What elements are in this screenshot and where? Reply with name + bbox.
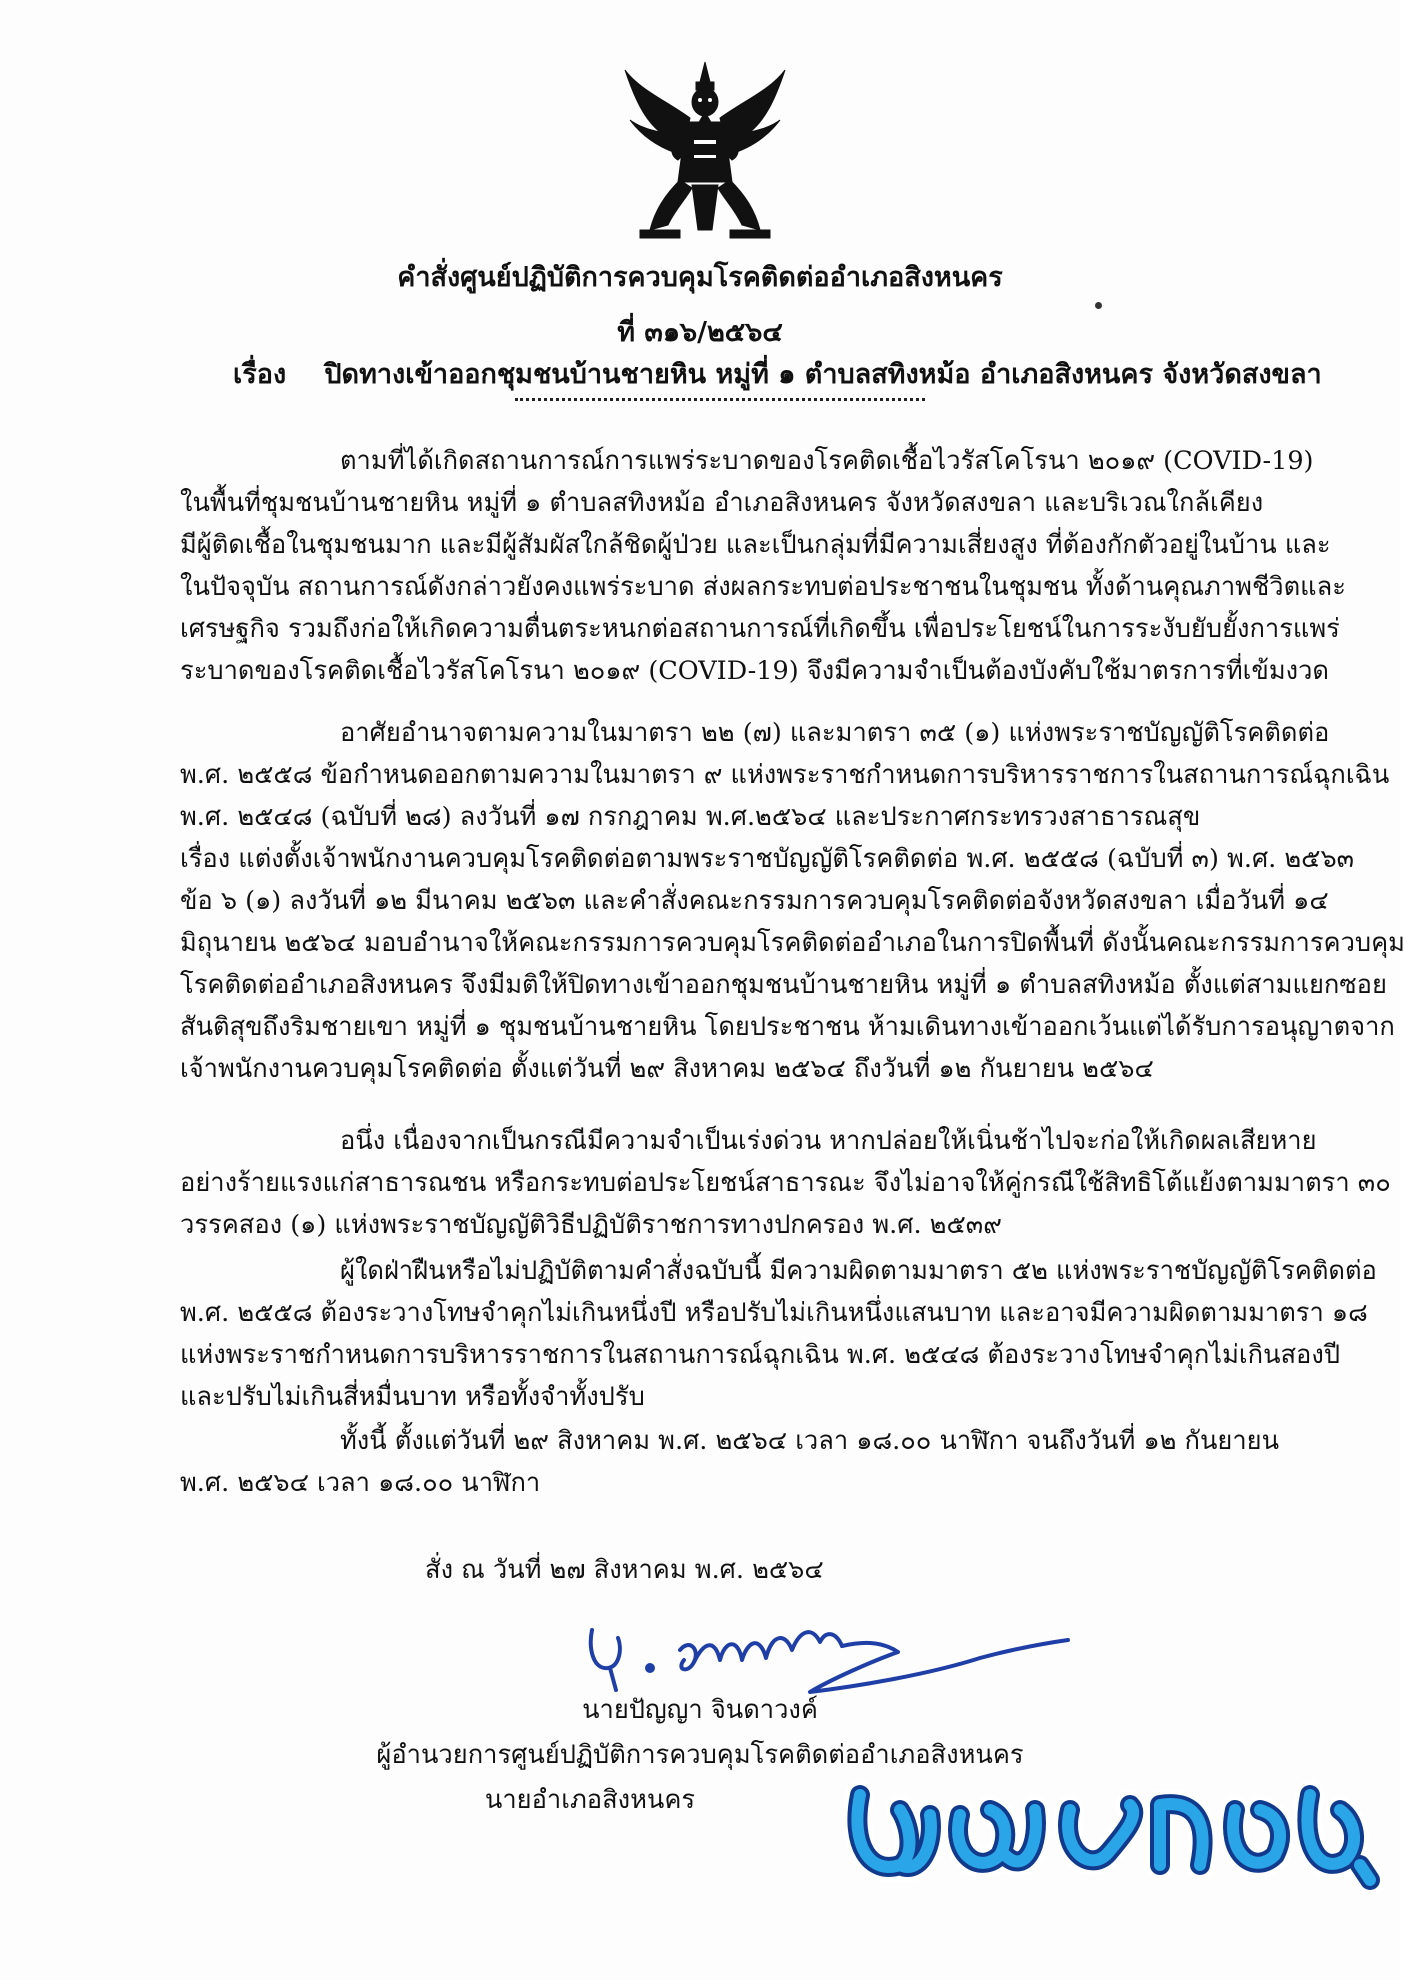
subject-text: ปิดทางเข้าออกชุมชนบ้านชายหิน หมู่ที่ ๑ ตำบลสทิงหม้อ อำเภอสิงหนคร จังหวัดสงขลา	[324, 359, 1322, 390]
paragraph-line: เศรษฐกิจ รวมถึงก่อให้เกิดความตื่นตระหนกต่อสถานการณ์ที่เกิดขึ้น เพื่อประโยชน์ในการระงับยับยั้งการแพร่	[180, 614, 1340, 644]
watermark-stamp-logo	[840, 1755, 1380, 1915]
paragraph-5	[180, 1420, 1280, 1504]
paragraph-line: ในปัจจุบัน สถานการณ์ดังกล่าวยังคงแพร่ระบาด ส่งผลกระทบต่อประชาชนในชุมชน ทั้งด้านคุณภาพชีวิตและ	[180, 572, 1346, 602]
paragraph-line: วรรคสอง (๑) แห่งพระราชบัญญัติวิธีปฏิบัติราชการทางปกครอง พ.ศ. ๒๕๓๙	[180, 1210, 1002, 1240]
paragraph-3	[180, 1120, 1391, 1246]
paragraph-line: ระบาดของโรคติดเชื้อไวรัสโคโรนา ๒๐๑๙ (COVID-19) จึงมีความจำเป็นต้องบังคับใช้มาตรการที่เข้มงวด	[180, 656, 1329, 686]
paragraph-line: พ.ศ. ๒๕๕๘ ต้องระวางโทษจำคุกไม่เกินหนึ่งปี หรือปรับไม่เกินหนึ่งแสนบาท และอาจมีความผิดตามมาตรา ๑๘	[180, 1298, 1368, 1328]
paragraph-line: โรคติดต่ออำเภอสิงหนคร จึงมีมติให้ปิดทางเข้าออกชุมชนบ้านชายหิน หมู่ที่ ๑ ตำบลสทิงหม้อ ตั้งแต่สามแยกซอย	[180, 970, 1387, 1000]
paragraph-line: ผู้ใดฝ่าฝืนหรือไม่ปฏิบัติตามคำสั่งฉบับนี้ มีความผิดตามมาตรา ๕๒ แห่งพระราชบัญญัติโรคติดต่อ	[340, 1256, 1377, 1286]
paragraph-line: พ.ศ. ๒๕๖๔ เวลา ๑๘.๐๐ นาฬิกา	[180, 1468, 541, 1498]
paragraph-1	[180, 440, 1346, 692]
signer-position: ผู้อำนวยการศูนย์ปฏิบัติการควบคุมโรคติดต่ออำเภอสิงหนคร	[376, 1740, 1024, 1770]
paragraph-4	[180, 1250, 1377, 1418]
paragraph-line: ข้อ ๖ (๑) ลงวันที่ ๑๒ มีนาคม ๒๕๖๓ และคำสั่งคณะกรรมการควบคุมโรคติดต่อจังหวัดสงขลา เมื่อวันที่ ๑๔	[180, 886, 1329, 916]
paragraph-line: ทั้งนี้ ตั้งแต่วันที่ ๒๙ สิงหาคม พ.ศ. ๒๕๖๔ เวลา ๑๘.๐๐ นาฬิกา จนถึงวันที่ ๑๒ กันยายน	[340, 1426, 1280, 1456]
dotted-divider	[515, 398, 925, 401]
paragraph-line: มีผู้ติดเชื้อในชุมชนมาก และมีผู้สัมผัสใกล้ชิดผู้ป่วย และเป็นกลุ่มที่มีความเสี่ยงสูง ที่ต้องกักตัวอยู่ในบ้าน และ	[180, 530, 1331, 560]
paragraph-line: เรื่อง แต่งตั้งเจ้าพนักงานควบคุมโรคติดต่อตามพระราชบัญญัติโรคติดต่อ พ.ศ. ๒๕๕๘ (ฉบับที่ ๓) พ.ศ. ๒๕๖๓	[180, 844, 1355, 874]
ink-dot	[1095, 302, 1102, 309]
paragraph-line: ตามที่ได้เกิดสถานการณ์การแพร่ระบาดของโรคติดเชื้อไวรัสโคโรนา ๒๐๑๙ (COVID-19)	[340, 446, 1314, 476]
paragraph-line: และปรับไม่เกินสี่หมื่นบาท หรือทั้งจำทั้งปรับ	[180, 1382, 645, 1412]
paragraph-line: อาศัยอำนาจตามความในมาตรา ๒๒ (๗) และมาตรา ๓๕ (๑) แห่งพระราชบัญญัติโรคติดต่อ	[340, 718, 1330, 748]
paragraph-line: ในพื้นที่ชุมชนบ้านชายหิน หมู่ที่ ๑ ตำบลสทิงหม้อ อำเภอสิงหนคร จังหวัดสงขลา และบริเวณใกล้เคียง	[180, 488, 1264, 518]
paragraph-line: พ.ศ. ๒๕๕๘ ข้อกำหนดออกตามความในมาตรา ๙ แห่งพระราชกำหนดการบริหารราชการในสถานการณ์ฉุกเฉิน	[180, 760, 1390, 790]
garuda-emblem-icon	[620, 60, 790, 245]
paragraph-line: อนึ่ง เนื่องจากเป็นกรณีมีความจำเป็นเร่งด่วน หากปล่อยให้เนิ่นช้าไปจะก่อให้เกิดผลเสียหาย	[340, 1126, 1317, 1156]
paragraph-line: อย่างร้ายแรงแก่สาธารณชน หรือกระทบต่อประโยชน์สาธารณะ จึงไม่อาจให้คู่กรณีใช้สิทธิโต้แย้งตามมาตรา ๓๐	[180, 1168, 1391, 1198]
document-number: ที่ ๓๑๖/๒๕๖๔	[617, 317, 783, 348]
paragraph-line: เจ้าพนักงานควบคุมโรคติดต่อ ตั้งแต่วันที่ ๒๙ สิงหาคม ๒๕๖๔ ถึงวันที่ ๑๒ กันยายน ๒๕๖๔	[180, 1054, 1154, 1084]
signer-name: นายปัญญา จินดาวงค์	[582, 1695, 818, 1725]
subject-label: เรื่อง	[233, 359, 287, 390]
paragraph-line: มิถุนายน ๒๕๖๔ มอบอำนาจให้คณะกรรมการควบคุมโรคติดต่ออำเภอในการปิดพื้นที่ ดังนั้นคณะกรรมการควบคุม	[180, 928, 1405, 958]
document-title: คำสั่งศูนย์ปฏิบัติการควบคุมโรคติดต่ออำเภอสิงหนคร	[397, 262, 1003, 293]
order-date: สั่ง ณ วันที่ ๒๗ สิงหาคม พ.ศ. ๒๕๖๔	[425, 1555, 824, 1585]
paragraph-line: พ.ศ. ๒๕๔๘ (ฉบับที่ ๒๘) ลงวันที่ ๑๗ กรกฎาคม พ.ศ.๒๕๖๔ และประกาศกระทรวงสาธารณสุข	[180, 802, 1201, 832]
paragraph-2	[180, 712, 1405, 1090]
signer-title: นายอำเภอสิงหนคร	[484, 1785, 696, 1815]
document-subject	[233, 352, 1322, 395]
paragraph-line: สันติสุขถึงริมชายเขา หมู่ที่ ๑ ชุมชนบ้านชายหิน โดยประชาชน ห้ามเดินทางเข้าออกเว้นแต่ได้รับการอนุญาตจาก	[180, 1012, 1395, 1042]
paragraph-line: แห่งพระราชกำหนดการบริหารราชการในสถานการณ์ฉุกเฉิน พ.ศ. ๒๕๔๘ ต้องระวางโทษจำคุกไม่เกินสองปี	[180, 1340, 1341, 1370]
